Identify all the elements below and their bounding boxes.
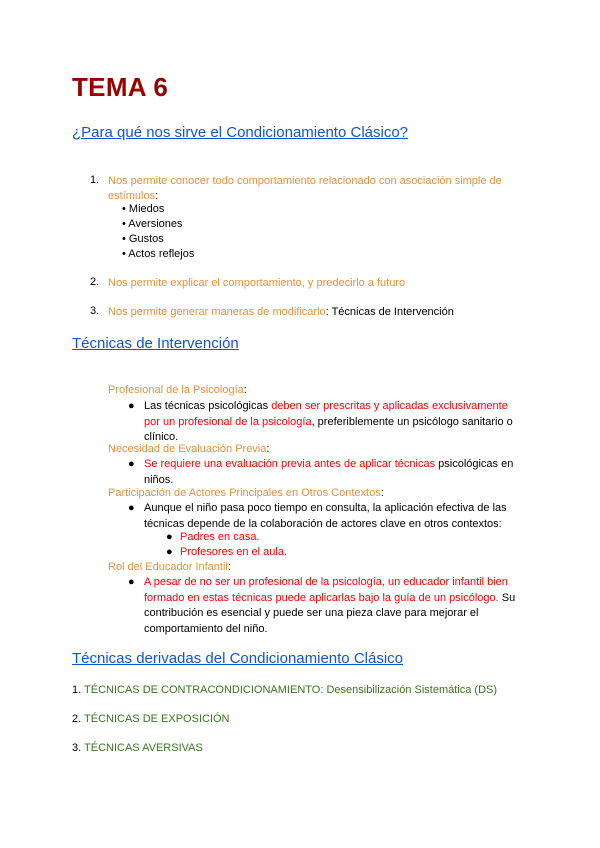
group-label-colon: : (227, 561, 231, 573)
list-marker: 3. (72, 742, 85, 754)
list-item-text: Nos permite conocer todo comportamiento relacionado con asociación simple de estímulos (108, 175, 502, 202)
section-heading-tecnicas-derivadas[interactable]: Técnicas derivadas del Condicionamiento Clásico (72, 650, 404, 667)
sub-bullet-dot: ● (166, 531, 173, 543)
list-marker: 1. (72, 684, 85, 696)
list-item-text: Nos permite generar maneras de modificarlo (108, 306, 326, 318)
list-item-text: TÉCNICAS DE CONTRACONDICIONAMIENTO: Desensibilización Sistemática (DS) (84, 684, 498, 696)
group-label-colon: : (243, 384, 247, 396)
list-item-text: Nos permite explicar el comportamiento, y predecirlo a futuro (108, 277, 406, 289)
list-item (72, 741, 203, 756)
group-label-text: Necesidad de Evaluación Previa (108, 443, 267, 455)
group-label (108, 486, 384, 501)
bullet-text (144, 399, 524, 446)
sub-item-aversiones: • Aversiones (122, 218, 183, 230)
list-marker: 1. (90, 174, 100, 186)
sub-bullet-dot: ● (166, 546, 173, 558)
list-item-suffix: : (155, 190, 159, 202)
bullet-text-plain: Las técnicas psicológicas (144, 400, 272, 412)
bullet-text (144, 575, 524, 637)
bullet-text-plain: Su contribución es esencial y puede ser una pieza clave para mejorar el comportamiento del niño. (144, 591, 516, 635)
section-heading-para-que[interactable]: ¿Para qué nos sirve el Condicionamiento Clásico? (72, 124, 409, 141)
group-label (108, 560, 231, 575)
list-marker: 2. (90, 276, 100, 288)
bullet-dot: ● (128, 458, 135, 470)
bullet-text (144, 457, 524, 488)
group-label-colon: : (380, 487, 384, 499)
list-item-text: TÉCNICAS DE EXPOSICIÓN (84, 713, 230, 725)
list-item-text: TÉCNICAS AVERSIVAS (84, 742, 203, 754)
list-marker: 2. (72, 713, 85, 725)
bullet-text-red: Se requiere una evaluación previa antes de aplicar técnicas (144, 458, 436, 470)
document-title: TEMA 6 (72, 72, 169, 102)
group-label (108, 442, 269, 457)
list-item (108, 305, 528, 320)
bullet-dot: ● (128, 502, 135, 514)
list-item (108, 174, 528, 204)
sub-item-actos-reflejos: • Actos reflejos (122, 248, 195, 260)
bullet-dot: ● (128, 576, 135, 588)
group-label (108, 383, 247, 398)
list-marker: 3. (90, 305, 100, 317)
list-item (108, 276, 528, 291)
bullet-text-plain: , preferiblemente un psicólogo sanitario o clínico. (144, 415, 513, 443)
list-item-suffix: : Técnicas de Intervención (325, 306, 454, 318)
sub-bullet-padres: Padres en casa. (180, 531, 260, 543)
list-item (72, 683, 497, 698)
bullet-text-plain: psicológicas en niños. (144, 458, 514, 486)
bullet-text-red: deben ser prescritas y aplicadas exclusivamente por un profesional de la psicología (144, 400, 508, 428)
bullet-text-red: A pesar de no ser un profesional de la psicología, un educador infantil bien formado en estas técnicas puede aplicarlas bajo la guía de un psicólogo. (144, 576, 508, 604)
section-heading-tecnicas-intervencion[interactable]: Técnicas de Intervención (72, 335, 239, 352)
group-label-text: Participación de Actores Principales en Otros Contextos (108, 487, 381, 499)
group-label-colon: : (266, 443, 270, 455)
sub-list (122, 202, 194, 262)
list-item (72, 712, 230, 727)
group-label-text: Rol del Educador Infantil (108, 561, 228, 573)
bullet-dot: ● (128, 400, 135, 412)
group-label-text: Profesional de la Psicología (108, 384, 244, 396)
bullet-text (144, 501, 524, 532)
bullet-text-plain: Aunque el niño pasa poco tiempo en consulta, la aplicación efectiva de las técnicas depende de la colaboración de actores clave en otros contextos: (144, 502, 507, 530)
sub-bullet-profesores: Profesores en el aula. (180, 546, 288, 558)
sub-item-gustos: • Gustos (122, 233, 164, 245)
sub-item-miedos: • Miedos (122, 203, 165, 215)
